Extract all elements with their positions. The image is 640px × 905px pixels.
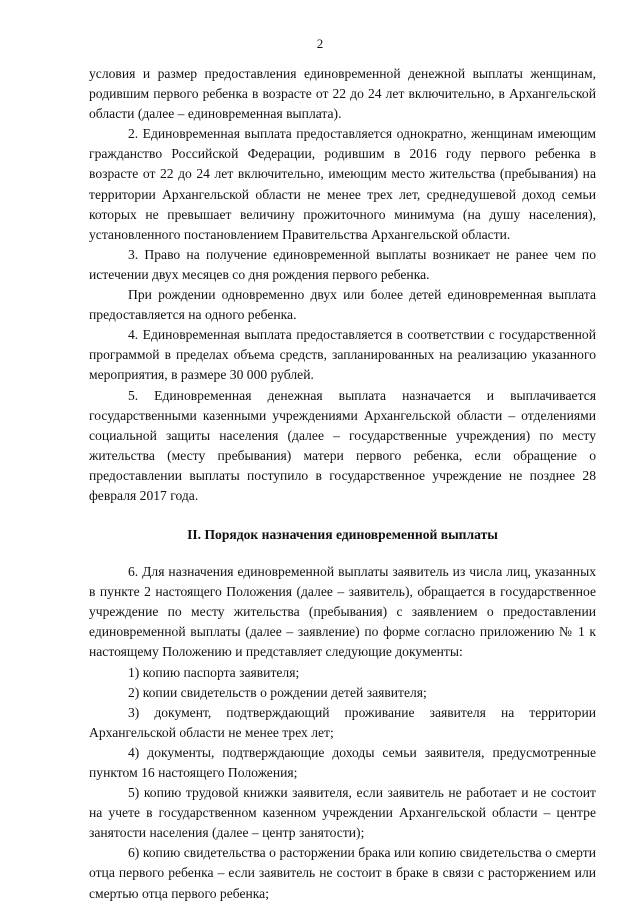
list-item: 5) копию трудовой книжки заявителя, если заявитель не работает и не состоит на учете в государственном казенном учреждении Архангельской области – центре занятости населения (далее – центр занятости); (89, 785, 596, 841)
list-item: 4) документы, подтверждающие доходы семьи заявителя, предусмотренные пунктом 16 настоящего Положения; (89, 744, 596, 780)
page-number: 2 (316, 36, 324, 51)
paragraph-6: 6. Для назначения единовременной выплаты заявитель из числа лиц, указанных в пункте 2 настоящего Положения (далее – заявитель), обращается в государственное учреждение по месту жительства (пребывания) с заявлением о предоставлении единовременной выплаты (далее – заявление) по форме согласно приложению № 1 к настоящему Положению и представляет следующие документы: (89, 564, 596, 660)
paragraph-3: 3. Право на получение единовременной выплаты возникает не ранее чем по истечении двух месяцев со дня рождения первого ребенка. (89, 246, 596, 282)
paragraph-4: 4. Единовременная выплата предоставляется в соответствии с государственной программой в пределах объема средств, запланированных на реализацию указанного мероприятия, в размере 30 000 рублей. (89, 327, 596, 383)
paragraph-2: 2. Единовременная выплата предоставляется однократно, женщинам имеющим гражданство Российской Федерации, родившим в 2016 году первого ребенка в возрасте от 22 до 24 лет включительно, имеющим место жительства (пребывания) на территории Архангельской области не менее трех лет, среднедушевой доход семьи которых не превышает величину прожиточного минимума (на душу населения), установленного постановлением Правительства Архангельской области. (89, 126, 596, 242)
document-body (89, 64, 596, 904)
list-item: 3) документ, подтверждающий проживание заявителя на территории Архангельской области не менее трех лет; (89, 704, 596, 740)
paragraph-1-continuation: условия и размер предоставления единовременной денежной выплаты женщинам, родившим первого ребенка в возрасте от 22 до 24 лет включительно, в Архангельской области (далее – единовременная выплата). (89, 66, 596, 122)
list-item: 2) копии свидетельств о рождении детей заявителя; (128, 684, 427, 700)
list-item: 6) копию свидетельства о расторжении брака или копию свидетельства о смерти отца первого ребенка – если заявитель не состоит в браке в связи с расторжением или смертью отца первого ребенка; (89, 845, 596, 901)
paragraph-3-note: При рождении одновременно двух или более детей единовременная выплата предоставляется на одного ребенка. (89, 287, 596, 323)
paragraph-5: 5. Единовременная денежная выплата назначается и выплачивается государственными казенными учреждениями Архангельской области – отделениями социальной защиты населения (далее – государственные учреждения) по месту жительства (месту пребывания) матери первого ребенка, если обращение о предоставлении выплаты поступило в государственное учреждение не позднее 28 февраля 2017 года. (89, 387, 596, 503)
section-heading: II. Порядок назначения единовременной выплаты (187, 527, 498, 543)
list-item: 1) копию паспорта заявителя; (128, 664, 300, 680)
